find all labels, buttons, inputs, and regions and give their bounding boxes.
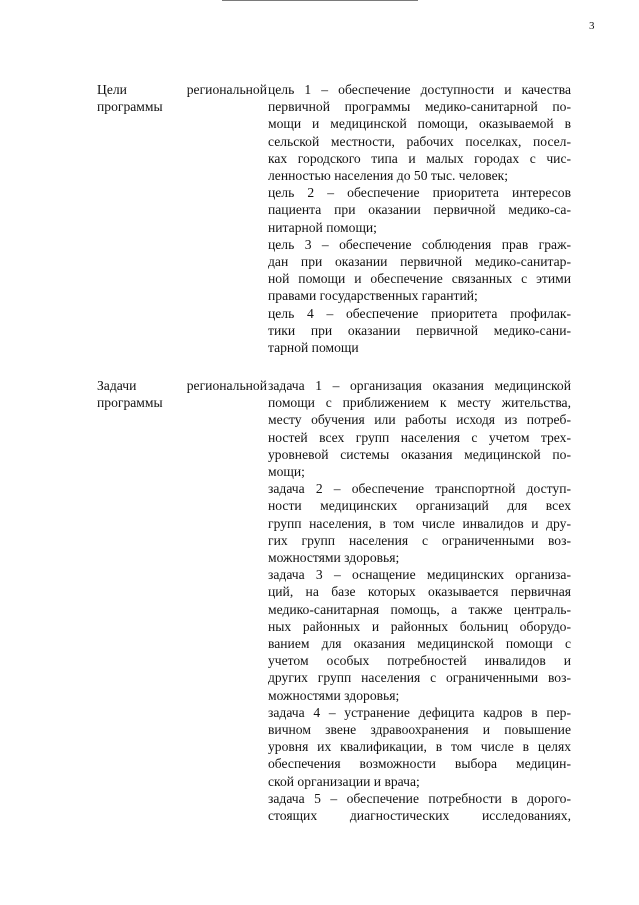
task-item-line: ностей всех групп населения с учетом трех-: [268, 429, 571, 445]
task-item-line: задача 4 – устранение дефицита кадров в пер-: [268, 704, 571, 720]
task-item-line: можностями здоровья;: [268, 687, 400, 703]
task-item-line: стоящих диагностических исследованиях,: [268, 808, 571, 824]
goal-item: [268, 184, 571, 236]
task-item-line: вичном звене здравоохранения и повышение: [268, 722, 571, 738]
goal-item-line: ленностью населения до 50 тыс. человек;: [268, 168, 509, 184]
goals-title: [97, 81, 267, 115]
task-item-line: гих групп населения с ограниченными воз-: [268, 532, 571, 548]
goal-item-line: цель 2 – обеспечение приоритета интересов: [268, 185, 571, 201]
task-item-line: медико-санитарная помощь, а также централь-: [268, 601, 571, 617]
goal-item-line: правами государственных гарантий;: [268, 288, 478, 304]
task-item-line: задача 5 – обеспечение потребности в дорого-: [268, 790, 571, 806]
goals-list: [268, 81, 571, 356]
goal-item-line: мощи и медицинской помощи, оказываемой в: [268, 116, 571, 132]
tasks-title: [97, 377, 267, 411]
task-item-line: можностями здоровья;: [268, 550, 400, 566]
task-item-line: месту обучения или работы исходя из потреб-: [268, 412, 571, 428]
task-item-line: обеспечения возможности выбора медицин-: [268, 756, 571, 772]
goal-item-line: цель 3 – обеспечение соблюдения прав граж-: [268, 236, 571, 252]
top-rule: [222, 0, 418, 1]
task-item-line: групп населения, в том числе инвалидов и дру-: [268, 515, 571, 531]
task-item-line: уровня их квалификации, в том числе в целях: [268, 739, 571, 755]
goal-item-line: ной помощи и обеспечение связанных с этими: [268, 271, 571, 287]
tasks-title-line: программы: [97, 395, 163, 411]
task-item: [268, 480, 571, 566]
goal-item-line: цель 1 – обеспечение доступности и качества: [268, 82, 571, 97]
task-item-line: ций, на базе которых оказывается первичная: [268, 584, 571, 600]
task-item-line: мощи;: [268, 464, 305, 480]
goal-item: [268, 236, 571, 305]
task-item-line: помощи с приближением к месту жительства,: [268, 395, 571, 411]
goal-item: [268, 81, 571, 184]
tasks-title-line: Задачи региональной: [97, 378, 267, 393]
goals-title-line: Цели региональной: [97, 82, 267, 97]
goal-item-line: цель 4 – обеспечение приоритета профилак-: [268, 305, 571, 321]
goal-item-line: пациента при оказании первичной медико-са-: [268, 202, 571, 218]
goal-item: [268, 305, 571, 357]
task-item: [268, 566, 571, 704]
goal-item-line: сельской местности, рабочих поселках, посел-: [268, 133, 571, 149]
goal-item-line: первичной программы медико-санитарной по-: [268, 99, 571, 115]
task-item-line: ской организации и врача;: [268, 773, 420, 789]
task-item-line: задача 1 – организация оказания медицинской: [268, 378, 571, 393]
task-item-line: ности медицинских организаций для всех: [268, 498, 571, 514]
task-item-line: учетом особых потребностей инвалидов и: [268, 653, 571, 669]
goal-item-line: тарной помощи: [268, 340, 359, 356]
page-number: 3: [589, 20, 595, 32]
goal-item-line: нитарной помощи;: [268, 219, 377, 235]
tasks-list: [268, 377, 571, 824]
task-item: [268, 790, 571, 824]
goals-title-line: программы: [97, 99, 163, 115]
goal-item-line: тики при оказании первичной медико-сани-: [268, 322, 571, 338]
task-item-line: уровневой системы оказания медицинской по-: [268, 446, 571, 462]
task-item-line: ных районных и районных больниц оборудо-: [268, 618, 571, 634]
task-item-line: задача 2 – обеспечение транспортной доступ-: [268, 481, 571, 497]
goal-item-line: дан при оказании первичной медико-санитар-: [268, 254, 571, 270]
task-item: [268, 704, 571, 790]
task-item-line: задача 3 – оснащение медицинских организа-: [268, 567, 571, 583]
task-item-line: ванием для оказания медицинской помощи с: [268, 636, 571, 652]
task-item-line: других групп населения с ограниченными воз-: [268, 670, 571, 686]
task-item: [268, 377, 571, 480]
goal-item-line: ках городского типа и малых городах с чис-: [268, 150, 571, 166]
